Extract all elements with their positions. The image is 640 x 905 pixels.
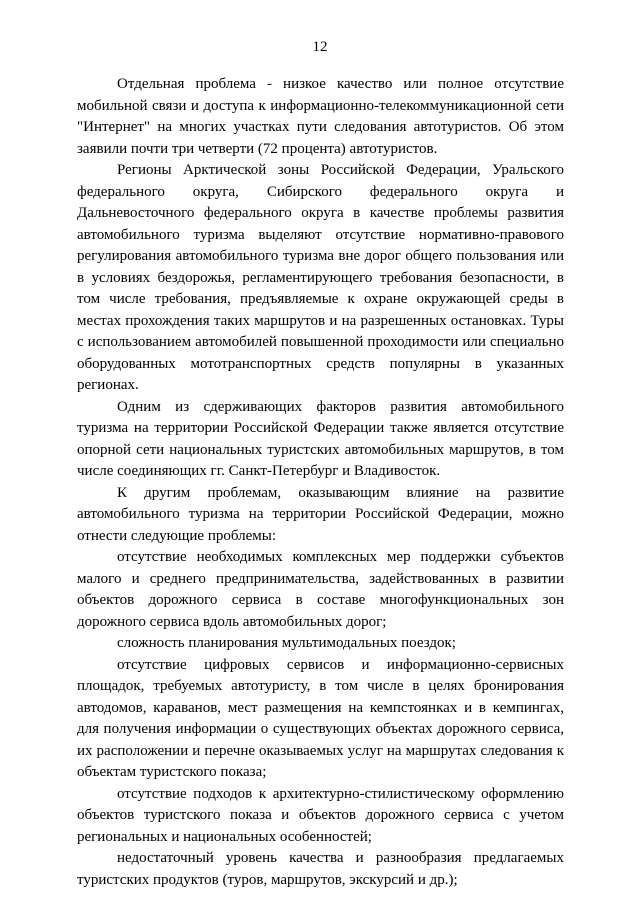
page-number: 12 <box>312 39 328 55</box>
list-item-sme-support: отсутствие необходимых комплексных мер поддержки субъектов малого и среднего предпринимательства, задействованных в развитии объектов дорожного сервиса в составе многофункциональных зон дорожного сервиса вдоль автомобильных дорог; <box>77 549 564 630</box>
list-item-product-quality: недостаточный уровень качества и разнообразия предлагаемых туристских продуктов (туров, маршрутов, экскурсий и др.); <box>77 850 564 888</box>
list-item-multimodal-planning: сложность планирования мультимодальных поездок; <box>117 635 456 651</box>
document-body <box>77 74 564 891</box>
paragraph-other-problems-intro: К другим проблемам, оказывающим влияние на развитие автомобильного туризма на территории Российской Федерации, можно отнести следующие проблемы: <box>77 484 564 544</box>
paragraph-mobile-connectivity: Отдельная проблема - низкое качество или полное отсутствие мобильной связи и доступа к информационно-телекоммуникационной сети "Интернет" на многих участках пути следования автотуристов. Об этом заявили почти три четверти (72 процента) автотуристов. <box>77 76 564 157</box>
list-item-digital-services: отсутствие цифровых сервисов и информационно-сервисных площадок, требуемых автотуристу, в том числе в целях бронирования автодомов, караванов, мест размещения на кемпстоянках и в кемпингах, для получения информации о существующих объектах дорожного сервиса, их расположении и перечне оказываемых услуг на маршрутах следования к объектам туристского показа; <box>77 656 564 780</box>
list-item-architectural-design: отсутствие подходов к архитектурно-стилистическому оформлению объектов туристского показа и объектов дорожного сервиса с учетом региональных и национальных особенностей; <box>77 785 564 845</box>
paragraph-route-network: Одним из сдерживающих факторов развития автомобильного туризма на территории Российской Федерации также является отсутствие опорной сети национальных туристских автомобильных маршрутов, в том числе соединяющих гг. Санкт-Петербург и Владивосток. <box>77 398 564 479</box>
paragraph-regional-regulation: Регионы Арктической зоны Российской Федерации, Уральского федерального округа, Сибирского федерального округа и Дальневосточного федерального округа в качестве проблемы развития автомобильного туризма выделяют отсутствие нормативно-правового регулирования автомобильного туризма вне дорог общего пользования или в условиях бездорожья, регламентирующего требования безопасности, в том числе требования, предъявляемые к охране окружающей среды в местах прохождения таких маршрутов и на разрешенных остановках. Туры с использованием автомобилей повышенной проходимости или специально оборудованных мототранспортных средств популярны в указанных регионах. <box>77 162 564 393</box>
